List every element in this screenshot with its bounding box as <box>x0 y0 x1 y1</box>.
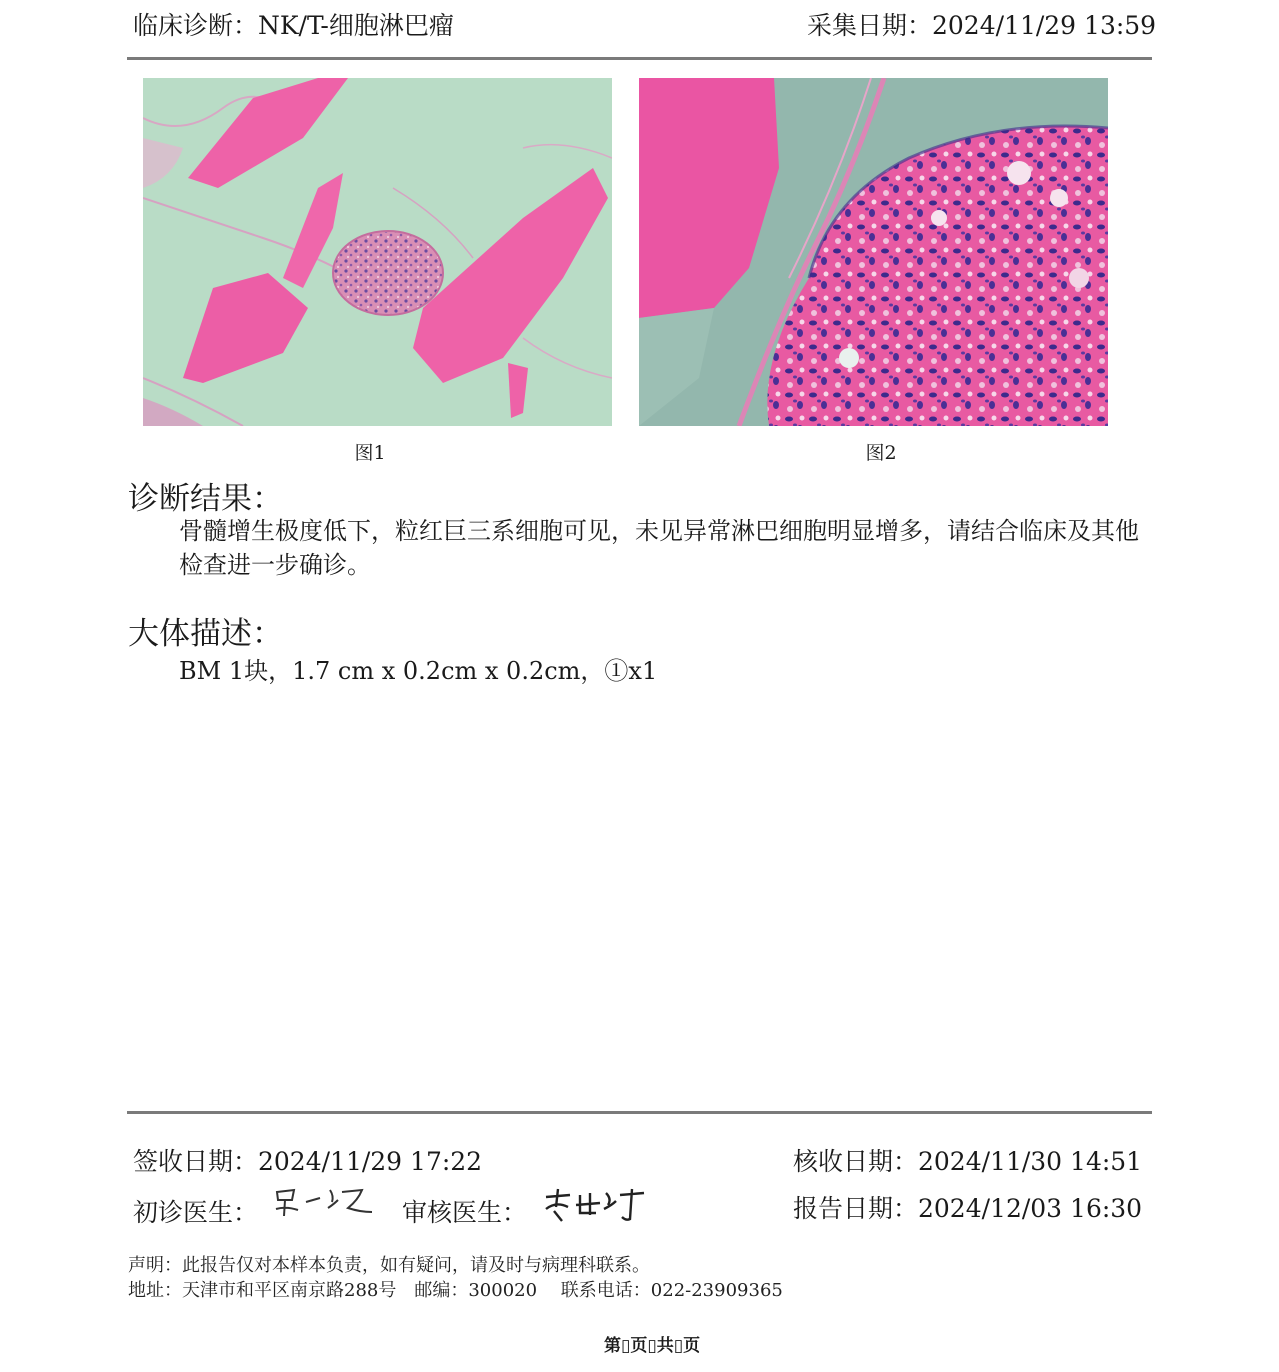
gross-heading: 大体描述： <box>128 616 283 652</box>
diagnosis-text: 骨髓增生极度低下，粒红巨三系细胞可见，未见异常淋巴细胞明显增多，请结合临床及其他检查进一步确诊。 <box>179 517 1139 579</box>
diagnosis-heading: 诊断结果： <box>128 481 283 517</box>
footer-divider <box>127 1111 1152 1114</box>
figure-1-caption: 图1 <box>354 442 386 464</box>
checked-date: 核收日期：2024/11/30 14:51 <box>793 1147 1143 1176</box>
initial-doctor-label: 初诊医生： <box>133 1198 259 1227</box>
review-doctor-signature <box>540 1185 650 1225</box>
review-doctor-label: 审核医生： <box>402 1198 528 1227</box>
page-number: 第▯页▯共▯页 <box>604 1336 701 1356</box>
disclaimer-statement: 声明：此报告仅对本样本负责，如有疑问，请及时与病理科联系。 <box>128 1255 650 1276</box>
figure-2-caption: 图2 <box>865 442 897 464</box>
gross-text: BM 1块，1.7 cm x 0.2cm x 0.2cm，①x1 <box>179 657 658 685</box>
clinical-diagnosis: 临床诊断：NK/T-细胞淋巴瘤 <box>133 11 454 40</box>
report-date: 报告日期：2024/12/03 16:30 <box>793 1194 1143 1223</box>
histology-image-2 <box>639 78 1108 426</box>
histology-image-1 <box>143 78 612 426</box>
initial-doctor-signature <box>272 1182 377 1222</box>
received-date: 签收日期：2024/11/29 17:22 <box>133 1147 483 1176</box>
header-divider <box>127 57 1152 60</box>
hospital-address: 地址：天津市和平区南京路288号 邮编：300020 联系电话：022-23909365 <box>128 1280 783 1301</box>
collection-date: 采集日期：2024/11/29 13:59 <box>807 11 1157 40</box>
